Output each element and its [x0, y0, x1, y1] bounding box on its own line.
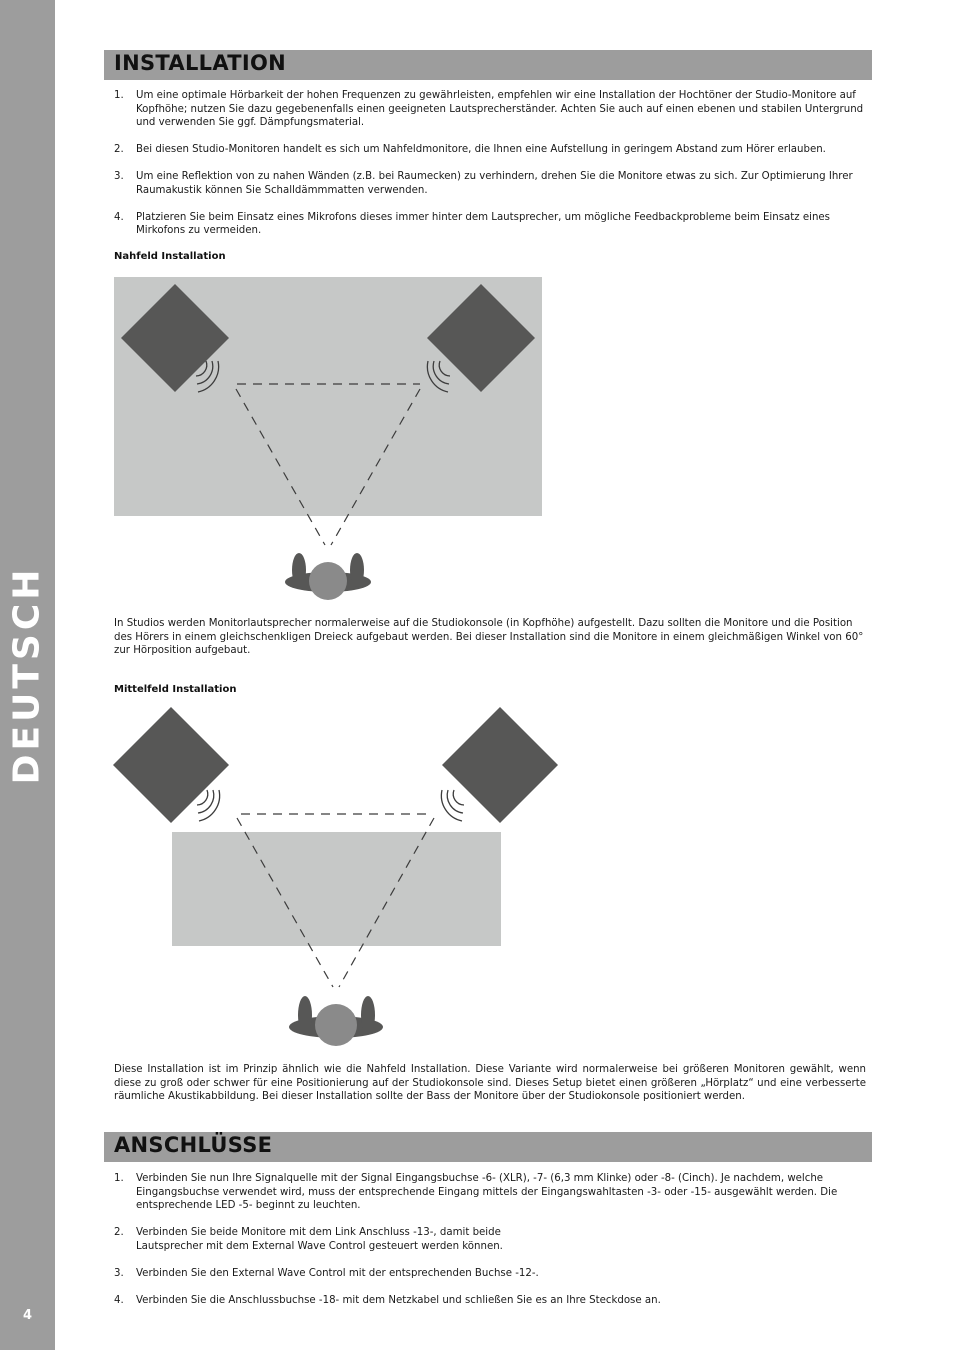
nearfield-title: Nahfeld Installation	[114, 251, 226, 262]
listener-left-ear	[298, 996, 312, 1034]
right-sound-waves	[441, 790, 464, 821]
listener-left-ear	[292, 553, 306, 587]
list-item	[114, 1294, 866, 1308]
page-number: 4	[22, 1308, 33, 1323]
listener	[289, 996, 383, 1046]
listener-right-ear	[350, 553, 364, 587]
nearfield-description: In Studios werden Monitorlautsprecher normalerweise auf die Studiokonsole (in Kopfhöhe) aufgestellt. Dazu sollten die Monitore und die Position des Hörers in einem gleichschenkligen Dreieck aufgebaut werden. Bei dieser Installation sind die Monitore in einem gleichmäßigen Winkel von 60° zur Hörposition aufgebaut.	[114, 618, 864, 656]
left-speaker	[113, 707, 229, 823]
connections-steps	[114, 1172, 866, 1307]
list-item	[114, 1267, 866, 1281]
list-item-text: Verbinden Sie den External Wave Control mit der entsprechenden Buchse -12-.	[136, 1267, 539, 1279]
midfield-title: Mittelfeld Installation	[114, 684, 237, 695]
list-item-number: 4.	[114, 1294, 124, 1306]
studio-console	[172, 832, 501, 946]
listener-right-ear	[361, 996, 375, 1034]
list-item-number: 3.	[114, 171, 124, 182]
installation-heading: INSTALLATION	[114, 51, 287, 75]
right-speaker	[442, 707, 558, 823]
list-item	[114, 1172, 866, 1213]
list-item-number: 2.	[114, 144, 124, 155]
list-item-text: Bei diesen Studio-Monitoren handelt es sich um Nahfeldmonitore, die Ihnen eine Aufstellung in geringem Abstand zum Hörer erlauben.	[136, 144, 826, 155]
language-label: DEUTSCH	[6, 565, 48, 785]
list-item-text: Verbinden Sie die Anschlussbuchse -18- mit dem Netzkabel und schließen Sie es an Ihre Steckdose an.	[136, 1294, 661, 1306]
midfield-description: Diese Installation ist im Prinzip ähnlich wie die Nahfeld Installation. Diese Variante wird normalerweise bei größeren Monitoren gewählt, wenn diese zu groß oder schwer für eine Positionierung auf der Studiokonsole sind. Dieses Setup bietet einen größeren „Hörplatz“ und eine verbesserte räumliche Akustikabbildung. Bei dieser Installation sollte der Bass der Monitore über der Studiokonsole positioniert werden.	[114, 1064, 866, 1102]
list-item-number: 4.	[114, 211, 124, 223]
list-item-number: 1.	[114, 1173, 124, 1184]
list-item-number: 3.	[114, 1267, 124, 1279]
list-item-text: Verbinden Sie nun Ihre Signalquelle mit der Signal Eingangsbuchse -6- (XLR), -7- (6,3 mm Klinke) oder -8- (Cinch). Je nachdem, welche Eingangsbuchse verwendet wird, muss der entsprechende Eingang mittels der Eingangswahltasten -3- oder -15- ausgewählt werden. Die entsprechende LED -5- beginnt zu leuchten.	[136, 1173, 838, 1211]
list-item	[114, 1226, 866, 1253]
connections-heading-bar	[104, 1132, 872, 1162]
listener-head	[309, 562, 347, 600]
list-item-text: Platzieren Sie beim Einsatz eines Mikrofons dieses immer hinter dem Lautsprecher, um mögliche Feedbackprobleme beim Einsatz eines Mirkofons zu vermeiden.	[136, 211, 830, 236]
listener	[285, 553, 371, 600]
left-sound-waves	[197, 790, 220, 821]
list-item-text: Verbinden Sie beide Monitore mit dem Link Anschluss -13-, damit beide Lautsprecher mit dem External Wave Control gesteuert werden können.	[136, 1227, 503, 1252]
list-item-number: 2.	[114, 1227, 124, 1238]
list-item-text: Um eine Reflektion von zu nahen Wänden (z.B. bei Raumecken) zu verhindern, drehen Sie die Monitore etwas zu sich. Zur Optimierung Ihrer Raumakustik können Sie Schalldämmmatten verwenden.	[136, 171, 853, 196]
nearfield-diagram	[114, 277, 542, 600]
list-item-text: Um eine optimale Hörbarkeit der hohen Frequenzen zu gewährleisten, empfehlen wir eine Installation der Hochtöner der Studio-Monitore auf Kopfhöhe; nutzen Sie dazu gegebenenfalls einen geeigneten Lautsprecherständer. Achten Sie auch auf einen ebenen und stabilen Untergrund und verwenden Sie ggf. Dämpfungsmaterial.	[136, 90, 864, 128]
midfield-diagram	[113, 707, 558, 1046]
listener-head	[315, 1004, 357, 1046]
list-item-number: 1.	[114, 90, 124, 101]
connections-heading: ANSCHLÜSSE	[114, 1133, 273, 1157]
